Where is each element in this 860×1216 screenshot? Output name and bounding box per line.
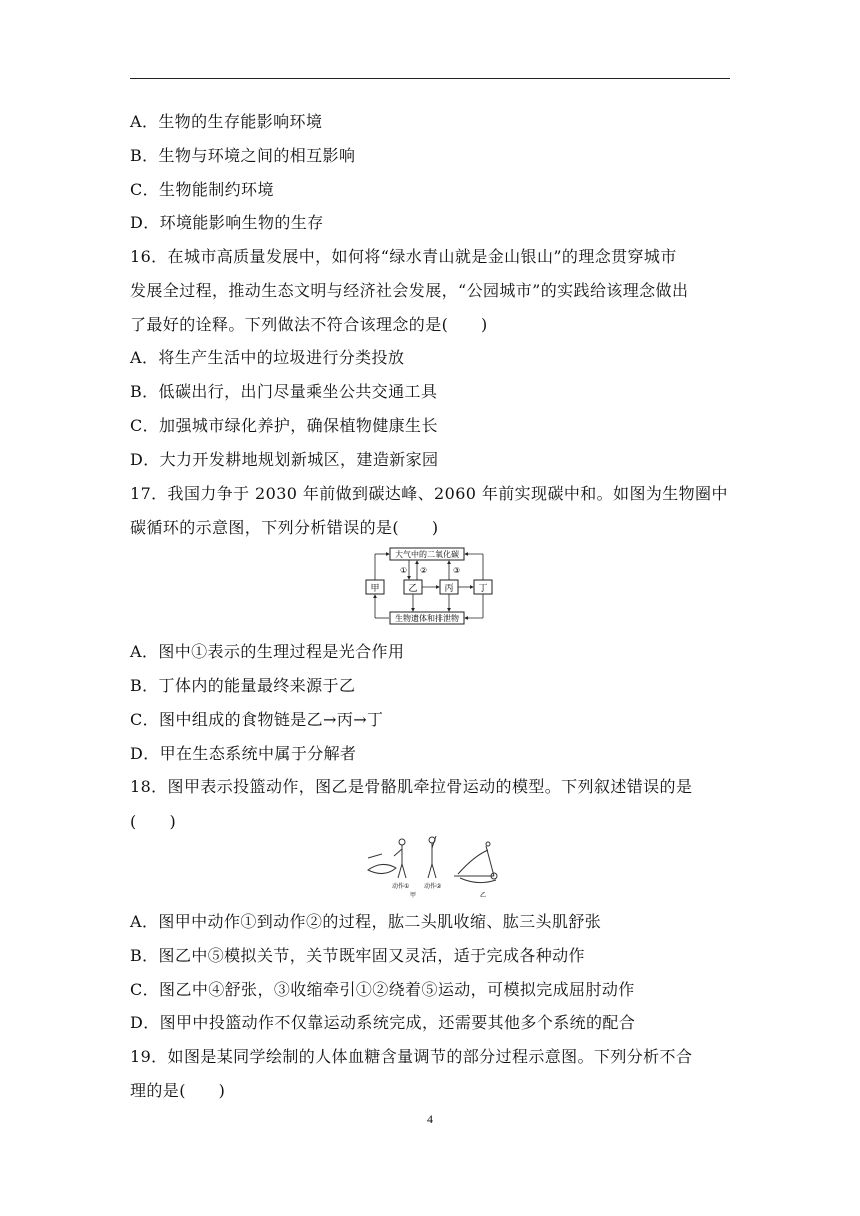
q15-option-b: B．生物与环境之间的相互影响 (130, 146, 356, 165)
node-jia-label: 甲 (370, 584, 380, 594)
q18-option-a: A．图甲中动作①到动作②的过程，肱二头肌收缩、肱三头肌舒张 (130, 912, 602, 931)
q16-option-a: A．将生产生活中的垃圾进行分类投放 (130, 348, 405, 367)
q17-stem-line-2: 碳循环的示意图，下列分析错误的是( ) (130, 518, 439, 537)
marker-2: ② (420, 566, 428, 575)
q17-option-a: A．图中①表示的生理过程是光合作用 (130, 642, 405, 661)
q15-option-d: D．环境能影响生物的生存 (130, 213, 324, 232)
q16-stem-line-2: 发展全过程，推动生态文明与经济社会发展，“公园城市”的实践给该理念做出 (130, 281, 689, 300)
q15-option-a: A．生物的生存能影响环境 (130, 112, 323, 131)
q18-option-b: B．图乙中⑤模拟关节，关节既牢固又灵活，适于完成各种动作 (130, 946, 585, 965)
remains-label: 生物遗体和排泄物 (395, 614, 459, 623)
node-yi-label: 乙 (408, 584, 418, 594)
q17-option-c: C．图中组成的食物链是乙→丙→丁 (130, 710, 384, 729)
q15-option-c: C．生物能制约环境 (130, 180, 274, 199)
q16-stem-line-1: 16．在城市高质量发展中，如何将“绿水青山就是金山银山”的理念贯穿城市 (130, 247, 677, 266)
action-2-label: 动作② (424, 883, 442, 890)
q19-stem-line-2: 理的是( ) (130, 1081, 226, 1100)
carbon-cycle-diagram (360, 546, 496, 628)
player-figures (368, 836, 436, 878)
marker-1: ① (400, 566, 408, 575)
header-rule (130, 78, 730, 79)
q18-option-d: D．图甲中投篮动作不仅靠运动系统完成，还需要其他多个系统的配合 (130, 1013, 636, 1032)
action-1-label: 动作① (392, 883, 410, 890)
atmosphere-co2-label: 大气中的二氧化碳 (395, 550, 459, 559)
page-number: 4 (427, 1112, 433, 1126)
q19-stem-line-1: 19．如图是某同学绘制的人体血糖含量调节的部分过程示意图。下列分析不合 (130, 1047, 693, 1066)
figure-jia-label: 甲 (410, 892, 417, 899)
q18-option-c: C．图乙中④舒张，③收缩牵引①②绕着⑤运动，可模拟完成屈肘动作 (130, 980, 635, 999)
q18-stem-line-1: 18．图甲表示投篮动作，图乙是骨骼肌牵拉骨运动的模型。下列叙述错误的是 (130, 777, 693, 796)
node-ding-label: 丁 (478, 584, 488, 594)
basketball-arm-figure (362, 834, 502, 902)
q16-option-b: B．低碳出行，出门尽量乘坐公共交通工具 (130, 382, 438, 401)
q16-option-d: D．大力开发耕地规划新城区，建造新家园 (130, 450, 439, 469)
node-bing-label: 丙 (444, 584, 454, 594)
q17-option-b: B．丁体内的能量最终来源于乙 (130, 676, 356, 695)
lever-model (454, 842, 497, 883)
q17-option-d: D．甲在生态系统中属于分解者 (130, 744, 357, 763)
q18-stem-line-2: ( ) (130, 812, 177, 831)
figure-yi-label: 乙 (480, 892, 487, 899)
q17-stem-line-1: 17．我国力争于 2030 年前做到碳达峰、2060 年前实现碳中和。如图为生物圈中 (130, 484, 728, 503)
marker-3: ③ (453, 566, 461, 575)
q16-option-c: C．加强城市绿化养护，确保植物健康生长 (130, 416, 438, 435)
q16-stem-line-3: 了最好的诠释。下列做法不符合该理念的是( ) (130, 315, 488, 334)
